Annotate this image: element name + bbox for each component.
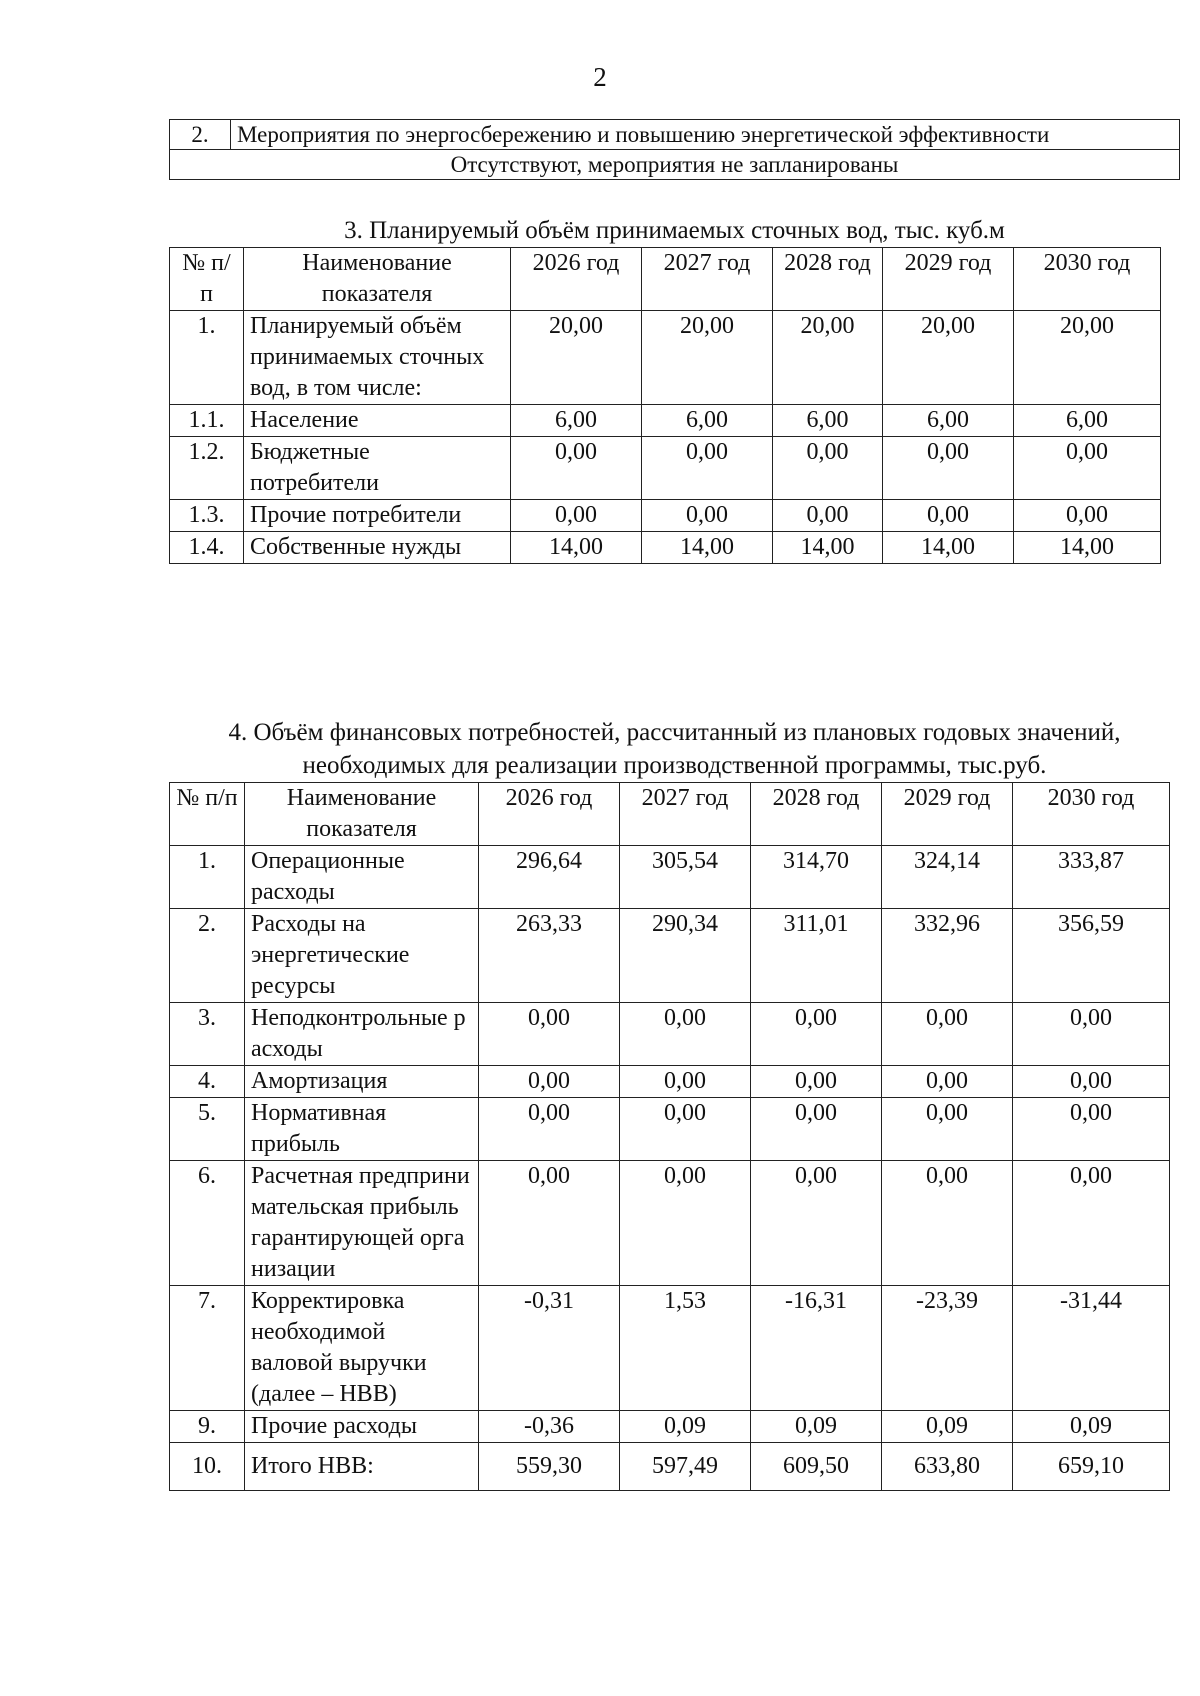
section-title: Мероприятия по энергосбережению и повышению энергетической эффективности [231, 120, 1180, 150]
value-cell: 296,64 [479, 846, 620, 909]
value-cell: 356,59 [1013, 909, 1170, 1003]
value-cell: 14,00 [642, 532, 773, 564]
value-cell: 6,00 [642, 405, 773, 437]
value-cell: 0,00 [751, 1066, 882, 1098]
table-row [170, 1161, 1170, 1286]
value-cell: 14,00 [773, 532, 883, 564]
value-cell: 659,10 [1013, 1443, 1170, 1491]
value-cell: 0,09 [882, 1411, 1013, 1443]
row-number: 9. [170, 1411, 245, 1443]
value-cell: 0,00 [1013, 1003, 1170, 1066]
table-row [170, 532, 1161, 564]
value-cell: 0,09 [620, 1411, 751, 1443]
header-year: 2027 год [642, 248, 773, 311]
row-name: Операционные расходы [245, 846, 479, 909]
row-number: 1.2. [170, 437, 244, 500]
value-cell: 0,00 [883, 500, 1014, 532]
table-row [170, 846, 1170, 909]
value-cell: -16,31 [751, 1286, 882, 1411]
value-cell: 333,87 [1013, 846, 1170, 909]
header-year: 2029 год [883, 248, 1014, 311]
value-cell: 0,00 [882, 1161, 1013, 1286]
row-number: 7. [170, 1286, 245, 1411]
value-cell: 633,80 [882, 1443, 1013, 1491]
row-name: Прочие расходы [245, 1411, 479, 1443]
energy-saving-note-row [170, 150, 1180, 180]
header-year: 2028 год [751, 783, 882, 846]
value-cell: 305,54 [620, 846, 751, 909]
energy-saving-table [169, 119, 1180, 180]
value-cell: -0,31 [479, 1286, 620, 1411]
table-row [170, 1066, 1170, 1098]
value-cell: 14,00 [511, 532, 642, 564]
table-row [170, 1411, 1170, 1443]
total-row [170, 1443, 1170, 1491]
header-row [170, 783, 1170, 846]
row-number: 4. [170, 1066, 245, 1098]
header-name: Наименование показателя [244, 248, 511, 311]
value-cell: 0,00 [479, 1098, 620, 1161]
value-cell: 0,00 [882, 1003, 1013, 1066]
row-name: Планируемый объём принимаемых сточных вод, в том числе: [244, 311, 511, 405]
value-cell: 0,09 [751, 1411, 882, 1443]
value-cell: 0,00 [883, 437, 1014, 500]
value-cell: 0,00 [1013, 1098, 1170, 1161]
value-cell: 6,00 [773, 405, 883, 437]
value-cell: 0,00 [751, 1161, 882, 1286]
table-row [170, 909, 1170, 1003]
value-cell: 0,00 [751, 1098, 882, 1161]
table-row [170, 1286, 1170, 1411]
value-cell: 0,00 [642, 437, 773, 500]
header-row [170, 248, 1161, 311]
value-cell: 20,00 [511, 311, 642, 405]
value-cell: 0,00 [1013, 1066, 1170, 1098]
row-name: Нормативная прибыль [245, 1098, 479, 1161]
financial-needs-caption: 4. Объём финансовых потребностей, рассчитанный из плановых годовых значений, необходимых для реализации производственной программы, тыс.руб. [228, 719, 1121, 779]
row-number: 5. [170, 1098, 245, 1161]
row-number: 3. [170, 1003, 245, 1066]
table-row [170, 500, 1161, 532]
value-cell: 0,00 [642, 500, 773, 532]
table-row [170, 437, 1161, 500]
value-cell: 290,34 [620, 909, 751, 1003]
value-cell: 0,00 [511, 500, 642, 532]
row-name: Собственные нужды [244, 532, 511, 564]
table-row [170, 311, 1161, 405]
row-name: Бюджетные потребители [244, 437, 511, 500]
row-name: Расчетная предпринимательская прибыль гарантирующей организации [245, 1161, 479, 1286]
row-name: Итого НВВ: [245, 1443, 479, 1491]
header-year: 2028 год [773, 248, 883, 311]
value-cell: -31,44 [1013, 1286, 1170, 1411]
value-cell: 0,00 [620, 1003, 751, 1066]
row-number: 1.3. [170, 500, 244, 532]
value-cell: 609,50 [751, 1443, 882, 1491]
financial-needs-table [169, 782, 1170, 1491]
value-cell: 6,00 [511, 405, 642, 437]
row-number: 1.1. [170, 405, 244, 437]
header-num: № п/п [170, 248, 244, 311]
value-cell: 14,00 [883, 532, 1014, 564]
value-cell: 597,49 [620, 1443, 751, 1491]
row-number: 2. [170, 909, 245, 1003]
row-number: 2. [170, 120, 231, 150]
row-name: Прочие потребители [244, 500, 511, 532]
value-cell: 0,00 [620, 1161, 751, 1286]
header-year: 2026 год [511, 248, 642, 311]
value-cell: 6,00 [1014, 405, 1161, 437]
value-cell: 6,00 [883, 405, 1014, 437]
value-cell: 263,33 [479, 909, 620, 1003]
row-name: Амортизация [245, 1066, 479, 1098]
row-name: Неподконтрольные расходы [245, 1003, 479, 1066]
value-cell: -23,39 [882, 1286, 1013, 1411]
wastewater-volume-table [169, 247, 1161, 564]
value-cell: 0,00 [882, 1066, 1013, 1098]
value-cell: 0,00 [1014, 437, 1161, 500]
value-cell: 0,00 [620, 1098, 751, 1161]
table-row [170, 1098, 1170, 1161]
row-name: Корректировка необходимой валовой выручки (далее – НВВ) [245, 1286, 479, 1411]
value-cell: 20,00 [1014, 311, 1161, 405]
row-number: 10. [170, 1443, 245, 1491]
value-cell: 0,09 [1013, 1411, 1170, 1443]
value-cell: 332,96 [882, 909, 1013, 1003]
value-cell: 0,00 [882, 1098, 1013, 1161]
value-cell: 0,00 [773, 437, 883, 500]
page-number: 2 [593, 62, 607, 92]
value-cell: 20,00 [773, 311, 883, 405]
header-year: 2029 год [882, 783, 1013, 846]
value-cell: 0,00 [479, 1003, 620, 1066]
value-cell: 311,01 [751, 909, 882, 1003]
value-cell: 0,00 [620, 1066, 751, 1098]
value-cell: 14,00 [1014, 532, 1161, 564]
header-year: 2030 год [1014, 248, 1161, 311]
value-cell: 0,00 [511, 437, 642, 500]
value-cell: 1,53 [620, 1286, 751, 1411]
value-cell: 0,00 [773, 500, 883, 532]
value-cell: 0,00 [1014, 500, 1161, 532]
row-number: 1.4. [170, 532, 244, 564]
value-cell: 314,70 [751, 846, 882, 909]
value-cell: 0,00 [479, 1066, 620, 1098]
row-number: 1. [170, 311, 244, 405]
value-cell: 20,00 [642, 311, 773, 405]
value-cell: 0,00 [1013, 1161, 1170, 1286]
value-cell: -0,36 [479, 1411, 620, 1443]
header-year: 2026 год [479, 783, 620, 846]
table-row [170, 405, 1161, 437]
row-name: Население [244, 405, 511, 437]
header-year: 2027 год [620, 783, 751, 846]
header-num: № п/п [170, 783, 245, 846]
header-year: 2030 год [1013, 783, 1170, 846]
wastewater-volume-caption: 3. Планируемый объём принимаемых сточных вод, тыс. куб.м [344, 217, 1005, 244]
value-cell: 0,00 [751, 1003, 882, 1066]
value-cell: 0,00 [479, 1161, 620, 1286]
table-row [170, 1003, 1170, 1066]
row-number: 6. [170, 1161, 245, 1286]
row-number: 1. [170, 846, 245, 909]
row-name: Расходы на энергетические ресурсы [245, 909, 479, 1003]
value-cell: 559,30 [479, 1443, 620, 1491]
energy-saving-row [170, 120, 1180, 150]
value-cell: 20,00 [883, 311, 1014, 405]
header-name: Наименование показателя [245, 783, 479, 846]
value-cell: 324,14 [882, 846, 1013, 909]
section-note: Отсутствуют, мероприятия не запланированы [170, 150, 1180, 180]
